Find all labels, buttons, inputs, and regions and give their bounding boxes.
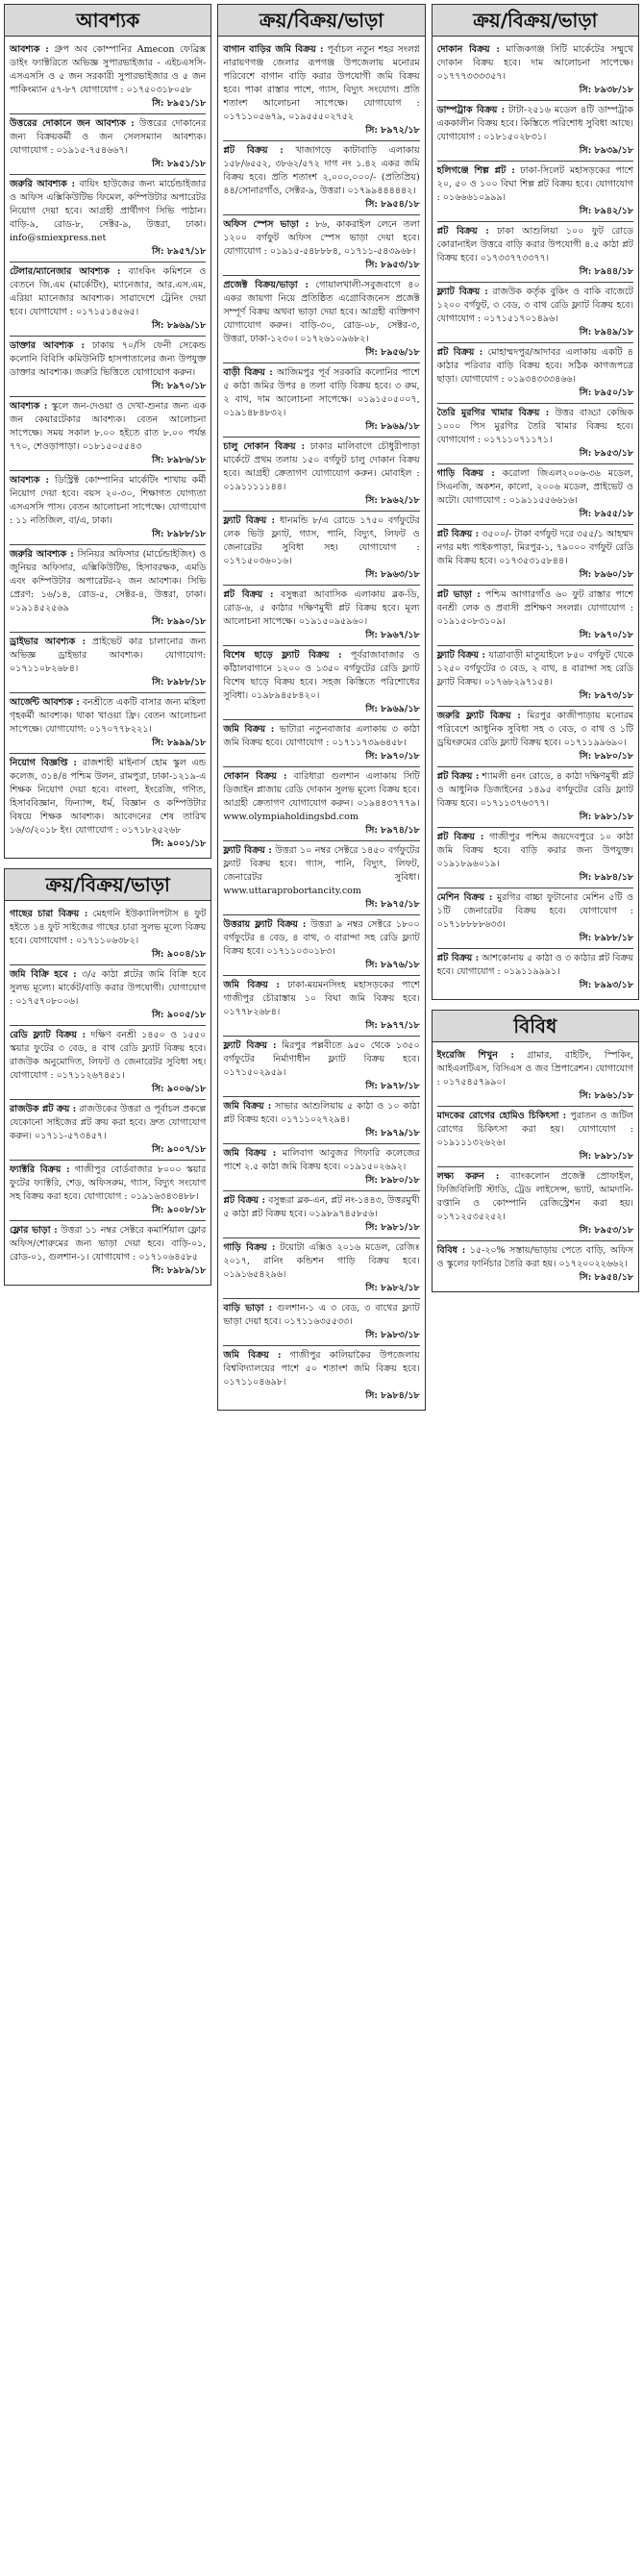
- classified-ad: [10, 1221, 206, 1281]
- ad-code: সি: ৮৯৮১/১৮: [579, 1151, 633, 1162]
- ad-body: রাজউকের উত্তরা ও পূর্বাচল প্রকল্পে যেকোনো সাইজের প্লট ক্রয় করা হবে। দ্রুত যোগাযোগ করুন। ০১৭১১-৫৭৩৪৫৭।: [10, 1104, 207, 1141]
- ad-heading: তৈরি মুরগির খামার বিক্রয় :: [436, 408, 550, 418]
- ad-code: সি: ৮৯৮১/১৮: [579, 812, 633, 822]
- ad-heading: প্লট বিক্রয় :: [223, 589, 274, 600]
- ad-code: সি: ৮৯৬৯/১৮: [365, 704, 420, 714]
- classified-ad: [223, 1097, 419, 1144]
- ad-body: পূর্বরাজাবাজার ও কাঁঠালবাগানে ১২০০ ও ১৩৫০ বর্গফুটের রেডি ফ্ল্যাট বিশেষ ছাড়ে বিক্রয় হবে। সহজ কিস্তিতে পরিশোধের সুবিধা। ০১৯৮৯৪৫৮৪২০।: [223, 650, 420, 701]
- ad-heading: ফ্ল্যাট বিক্রয় :: [223, 515, 275, 526]
- column-2: [217, 4, 425, 2572]
- ad-body: পুরাতন ও জটিল রোগের চিকিৎসা করা হয়। যোগাযোগ : ০১৯১১১৩২৬২৬।: [436, 1111, 633, 1148]
- ad-heading: জরুরি আবশ্যক :: [10, 549, 74, 560]
- classified-ad: [223, 976, 419, 1037]
- ad-code: সি: ৮৯৫৫/১৮: [579, 509, 633, 519]
- ad-heading: অফিস স্পেস ভাড়া :: [223, 219, 309, 230]
- ad-heading: প্লট বিক্রয় :: [436, 226, 489, 237]
- ad-code: সি: ৮৯৬৩/১৮: [365, 569, 420, 580]
- ad-body: গোয়ালখালী-সবুজবাগে ৪০ একর জায়গা নিয়ে প্রতিষ্ঠিত এগ্রোবিজনেস প্রজেক্ট সম্পূর্ণ বিক্রয় অথবা ভাড়া দেয়া হবে। আগ্রহী ব্যক্তিগণ যোগাযোগ করুন। বাড়ি-৩০, রোড-০৮, সেক্টর-৩, উত্তরা, ঢাকা-১২৩০। ০১৭২৬১০৯৬৮২।: [223, 280, 420, 344]
- ad-heading: ডাম্পট্রাক বিক্রয় :: [436, 105, 506, 115]
- ad-body: ঢাকায় ৭০/সি ফেনী সেকেন্ড কলোনি বিবিসি কমিউনিটি হাসপাতালের জন্য উপযুক্ত ডাক্তার আবশ্যক। জরুরি ভিত্তিতে যোগাযোগ করুন।: [10, 340, 207, 378]
- ad-heading: উত্তরের দোকানে জন আবশ্যক :: [10, 118, 135, 129]
- ad-code: সি: ৮৯৫৪/১৮: [579, 1272, 633, 1283]
- ad-body: ঢাকা আশুলিয়া ১০০ ফুট রোডে কোরানাইল উত্তরে বাড়ি করার উপযোগী ৪.৫ কাঠা প্লট বিক্রয় হবে। ০১৭৩৩৭৭৩৩৭৭।: [436, 226, 633, 263]
- ad-heading: টেলার/ম্যানেজার আবশ্যক :: [10, 266, 121, 277]
- ad-code: সি: ৮৯৭৯/১৮: [365, 1128, 420, 1138]
- classified-ad: [437, 283, 633, 343]
- ad-body: মিরপুর কাজীপাড়ায় মনোরম পরিবেশে আধুনিক সুবিধা সহ ৩ বেড, ৩ বাথ ও ১টি ড্রয়িংরুমের রেডি ফ্ল্যাট বিক্রয় হবে। ০১৭১১৯৯৬৯০।: [436, 711, 633, 748]
- ad-code: সি: ৮৯৯০/১৮: [152, 616, 207, 627]
- ad-heading: প্লট বিক্রয় :: [436, 347, 483, 358]
- ad-heading: জমি বিক্রয় :: [223, 980, 280, 990]
- ad-code: সি: ৮৯৭৫/১৮: [365, 899, 420, 910]
- classified-ad: [10, 545, 206, 633]
- ad-code: সি: ৮৯৫৩/১৮: [365, 260, 420, 270]
- ad-code: সি: ৮৯৪৯/১৮: [579, 327, 633, 338]
- classified-section: [217, 4, 425, 1411]
- ad-body: উত্তরা ৯ নম্বর সেক্টরে ১৮০০ বর্গফুটের ৪ বেড, ৪ বাথ, ৩ বারান্দা সহ রেডি ফ্ল্যাট বিক্রয় হবে। ০১৭১১০৩০১৮৩।: [223, 919, 420, 957]
- ad-heading: আবশ্যক :: [10, 401, 48, 412]
- ad-body: ব্যাংকিং কমিশনে ও বেতনে জি.এম (মার্কেটিং), ম্যানেজার, আর.এস.এম, এরিয়া ম্যানেজার আবশ্যক। সাৱাদেশে ট্রেনিং দেয়া হবে। যোগাযোগ : ০১৭১৫১৪৫৬৫।: [10, 266, 207, 317]
- ad-heading: চালু দোকান বিক্রয় :: [223, 441, 306, 452]
- ad-body: পূর্বাচল নতুন শহর সংলগ্ন নারায়ণগঞ্জ জেলার রূপগঞ্জ উপজেলায় মনোরম পরিবেশে বাগান বাড়ি করার উপযোগী জমি বিক্রয় হবে। পাকা রাস্তার পাশে, গ্যাস, বিদ্যুৎ সংযোগ। প্রতি শতাংশ আলোচনা সাপেক্ষে। যোগাযোগ : ০১৭১১০৫৬৭৯, ০১৯৫৫৫০২৭৫২: [223, 44, 420, 122]
- ad-heading: লক্ষ্য করুন :: [436, 1171, 500, 1182]
- ad-heading: ফ্যাক্টরি বিক্রয় :: [10, 1164, 70, 1175]
- ad-body: ৩/৫ কাঠা প্লটের জমি বিক্রি হবে সুলভ মূল্যে। মার্কেট/বাড়ি করার উপযোগী। যোগাযোগ : ০১৭৫৭০৮০০৬।: [10, 969, 207, 1007]
- classified-ad: [437, 525, 633, 586]
- ad-heading: প্লট বিক্রয় :: [436, 771, 480, 782]
- ad-heading: দোকান বিক্রয় :: [223, 771, 287, 782]
- classified-ad: [437, 1167, 633, 1241]
- classified-ad: [223, 1346, 419, 1406]
- ad-body: গাজীপুর পশ্চিম জয়দেবপুরে ১০ কাঠা জমি বিক্রয় হবে। বাড়ি করার জন্য উপযুক্ত। ০১৯১৮৯৬০১৯।: [436, 832, 633, 869]
- ad-body: আশকোনায় ৫ কাঠা ও ৩ কাঠার প্লট বিক্রয় হবে। যোগাযোগ : ০১৯১১৯৯৯১।: [436, 953, 633, 977]
- classified-ad: [10, 175, 206, 263]
- section-title: ক্রয়/বিক্রয়/ভাড়া: [5, 869, 210, 901]
- ad-code: সি: ৮৯৯৯/১৮: [152, 738, 207, 748]
- ad-heading: জমি বিক্রি হবে :: [10, 969, 77, 980]
- classified-ad: [437, 888, 633, 949]
- ad-list: [433, 1042, 638, 1291]
- classified-section: [4, 4, 211, 859]
- ad-code: সি: ৯০০৭/১৮: [152, 1144, 207, 1155]
- ad-body: গাজীপুর বোর্ডবাজার ৮০০০ স্কয়ার ফুটের ফ্যাক্টরি, শেড, অফিসরুম, গ্যাস, বিদ্যুৎ সংযোগ সহ বিক্রয় করা হবে। যোগাযোগ : ০১৯১৬৩৪৩৪৮৮।: [10, 1164, 207, 1202]
- ad-code: সি: ৮৯৭০/১৮: [365, 751, 420, 762]
- ad-code: সি: ৮৯৭৩/১৮: [579, 690, 633, 701]
- ad-heading: আবশ্যক :: [10, 44, 49, 55]
- ad-code: সি: ৮৯৩৯/১৮: [579, 145, 633, 156]
- classified-ad: [223, 586, 419, 646]
- ad-body: ঢাকা-ময়মনসিংহ মহাসড়কের পাশে গাজীপুর চৌরাস্তায় ১০ বিঘা জমি বিক্রয় হবে। ০১৭৭৮২৬৮৪।: [223, 980, 420, 1017]
- ad-body: ভাটারা নতুনবাজার এলাকায় ৩ কাঠা জমি বিক্রয় হবে। যোগাযোগ : ০১৭১১৭৩৯৬৪৫৮।: [223, 724, 420, 748]
- ad-heading: প্লট বিক্রয় :: [223, 145, 284, 156]
- ad-code: সি: ৮৯৩৮/১৮: [579, 85, 633, 95]
- ad-body: ব্যাংকলোন প্রজেক্ট প্রোফাইল, ফিজিবিলিটি স্টাডি, ট্রেড লাইসেন্স, ভ্যাট, আমদানি-রপ্তানি ও কোম্পানি রেজিস্ট্রেশন করা হয়। ০১৭১২৫৩৫২৫২।: [436, 1171, 633, 1222]
- ad-code: সি: ৮৯৯৩/১৮: [579, 980, 633, 990]
- ad-heading: ফ্ল্যাট বিক্রয় :: [223, 845, 272, 856]
- ad-heading: নিয়োগ বিজ্ঞপ্তি :: [10, 758, 77, 768]
- ad-heading: বিশেষ ছাড়ে ফ্ল্যাট বিক্রয় :: [223, 650, 342, 661]
- ad-body: করোলা জিএল২০০৬-৩৬ মডেল, সিএনজি, অকশন, কালো, ২০০৬ মডেল, প্রাইভেট ও অটো। যোগাযোগ : ০১৯১১৫৫৬৬১৬।: [436, 468, 633, 506]
- ad-body: দক্ষিণ বনশ্রী ১৪৫০ ও ১৫৫০ স্কয়ার ফুটের ৩ বেড, ৪ বাথ রেডি ফ্ল্যাট বিক্রয় হবে। রাজউক অনুমোদিত, লিফট ও জেনারেটর সুবিধা সহ। যোগাযোগ : ০১৭১১২৬৭৪৫১।: [10, 1030, 207, 1081]
- classified-ad: [223, 767, 419, 841]
- ad-body: সাভার আশুলিয়ায় ৫ কাঠা ও ১০ কাঠা প্লট বিক্রয় হবে। ০১৭১১০২৭২৯৪।: [223, 1101, 420, 1125]
- ad-body: টয়োটা এক্সিও ২০১৬ মডেল, রেজিঃ ২০১৭, রানিং কন্ডিশন গাড়ি বিক্রয় হবে। ০১৯১৬৫৪২৯৬।: [223, 1242, 420, 1280]
- ad-body: গ্রামার, রাইটিং, স্পিকিং, আইএলটিএস, বিসিএস ও জব প্রিপারেশন। যোগাযোগ : ০১৭৫৪৫৭৯৯০।: [436, 1050, 633, 1088]
- ad-code: সি: ৮৯৬১/১৮: [579, 1090, 633, 1101]
- ad-body: উত্তর বাড্ডা কেন্দ্রিক ১০০০ পিস মুরগির তৈরি খামার বিক্রয় হবে। যোগাযোগ : ০১৭১১০৭১১৭১।: [436, 408, 633, 445]
- ad-heading: বাড়ি ভাড়া :: [223, 1303, 273, 1313]
- classified-ad: [10, 114, 206, 175]
- ad-body: ডিস্ট্রিক্ট কোম্পানির মার্কেটিং শাখায় কর্মী নিয়োগ দেয়া হবে। বয়স ২০-৩০, শিক্ষাগত যোগ্যতা এসএসসি পাস। বেতন আলোচনা সাপেক্ষে। যোগাযোগ : ১১ নতিজিল, বা/এ, ঢাকা।: [10, 475, 207, 526]
- ad-code: সি: ৮৯৫১/১৮: [152, 159, 207, 169]
- ad-body: গাজীপুর কালিয়াকৈর উপজেলায় বিশ্ববিদ্যালয়ের পাশে ৫০ শতাংশ জমি বিক্রয় হবে। ০১৭১১০৪৬৯৮।: [223, 1350, 420, 1388]
- ad-body: সিনিয়র অফিসার (মার্চেন্ডাইজিং) ও জুনিয়র অফিসার, এক্সিকিউটিভ, হিসাবরক্ষক, এমডি এবং কম্পিউটার অপারেটর-২ জন আবশ্যক। সিভি প্রেরণ: ১৬/১৪, রোড-৫, সেক্টর-৪, উত্তরা, ঢাকা। ০১৯১৪৫২৫৬৯: [10, 549, 207, 613]
- classified-ad: [10, 40, 206, 114]
- classified-ad: [223, 915, 419, 976]
- ad-heading: প্লট বিক্রয় :: [436, 832, 484, 842]
- ad-body: পশ্চিম আগারগাঁও ৬০ ফুট রাস্তার পাশে বনশ্রী লেক ও প্রবাসী প্রশিক্ষণ সংলগ্ন। যোগাযোগ : ০১৯১৫০৮৩১০৯।: [436, 589, 633, 627]
- ad-code: সি: ৮৯৪৪/১৮: [579, 266, 633, 277]
- classified-ad: [223, 276, 419, 363]
- ad-heading: ফ্ল্যাট বিক্রয় :: [223, 1040, 277, 1051]
- classified-ad: [223, 438, 419, 512]
- classified-ad: [10, 754, 206, 854]
- classified-ad: [10, 471, 206, 545]
- classified-ad: [223, 646, 419, 720]
- classified-ad: [223, 141, 419, 215]
- ad-code: সি: ৮৯৭০/১৮: [579, 630, 633, 640]
- ad-heading: গাড়ি বিক্রয় :: [436, 468, 495, 479]
- ad-code: সি: ৮৯৫৬/১৮: [365, 347, 420, 358]
- ad-body: বসুন্ধরা ব্লক-এন, প্লট নং-১৪৪৩, উত্তরমুখী ৫ কাঠা প্লট বিক্রয় হবে। ০১৯৮৯৭৪৫৮৫৬।: [223, 1195, 420, 1219]
- ad-body: প্রাইভেট কার চালানোর জন্য অভিজ্ঞ ড্রাইভার আবশ্যক। যোগাযোগ: ০১৭১১০৮২৬৮৪।: [10, 637, 207, 674]
- classified-ad: [437, 343, 633, 404]
- ad-body: বসুন্ধরা আবাসিক এলাকায় ব্লক-ডি, রোড-৬, ৫ কাঠার দক্ষিণমুখী প্লট বিক্রয় হবে। মূল্য আলোচনা সাপেক্ষে। ০১৯১৫০৯৫৯৬০।: [223, 589, 420, 627]
- ad-body: ধানমন্ডি ৮/এ রোডে ১৭৫০ বর্গফুটের লেক ভিউ ফ্ল্যাট, গ্যাস, পানি, বিদ্যুৎ, লিফট ও জেনারেটর সুবিধা সহ। যোগাযোগ : ০১৭১৫০৩৬০১৬।: [223, 515, 420, 566]
- ad-heading: প্লট ভাড়া :: [436, 589, 481, 600]
- ad-heading: জমি বিক্রয় :: [223, 1350, 282, 1361]
- ad-code: সি: ৮৯৫৪/১৮: [365, 199, 420, 210]
- ad-body: উত্তরের দোকানের জন্য বিক্রয়কর্মী ও জন সেলসম্যান আবশ্যক। যোগাযোগ : ০১৯১৫-৭৫৪৬৬৭।: [10, 118, 207, 156]
- section-title: বিবিধ: [433, 1011, 638, 1042]
- ad-heading: মেশিন বিক্রয় :: [436, 892, 493, 903]
- ad-body: বায়িং হাউজের জন্য মার্চেন্ডাইজার ও অফিস এক্সিকিউটিভ ফিমেল, কম্পিউটার অপারেটর নিয়োগ দেয়া হবে। আগ্রহী প্রার্থীগণ সিভি পাঠান। বাড়ি-৯, রোড-৮, সেক্টর-৯, উত্তরা, ঢাকা। info@smiexpress.net: [10, 179, 207, 243]
- ad-heading: ফ্লোর ভাড়া :: [10, 1225, 58, 1236]
- ad-code: সি: ৮৯৮৮/১৮: [152, 677, 207, 688]
- ad-list: [5, 901, 210, 1285]
- ad-heading: বিবিধ :: [436, 1245, 466, 1256]
- classified-ad: [437, 40, 633, 101]
- ad-list: [5, 37, 210, 858]
- ad-body: খাজাগড়ে কাটাবাড়ি এলাকায় ১৫৮/৬৫৫২, ৩৮৬২/৫৭২ দাগ নং ১.৪২ একর জমি বিক্রয় হবে। প্রতি শতাংশ ২,০০০,০০০/- (প্রতিপ্রিয়) ৪৪/সোনারগাঁও, সেক্টর-৯, উত্তরা। ০১৭৯৯৪৪৪৪৪২।: [223, 145, 420, 196]
- section-title: আবশ্যক: [5, 5, 210, 37]
- classified-ad: [223, 363, 419, 438]
- ad-body: মিরপুর পল্লবীতে ৯৫০ থেকে ১৩৫০ বর্গফুটের নির্মাণাধীন ফ্ল্যাট বিক্রয় হবে। ০১৭১৫০২৯৫৯।: [223, 1040, 420, 1078]
- ad-code: সি: ৮৯৭০/১৮: [152, 381, 207, 391]
- ad-heading: ইংরেজি শিখুন :: [436, 1050, 514, 1061]
- classified-ad: [437, 1241, 633, 1288]
- classified-ad: [223, 512, 419, 586]
- ad-heading: মাদকের রোগের হোমিও চিকিৎসা :: [436, 1111, 567, 1121]
- ad-body: মেহগনি ইউক্যালিপটাস ৪ ফুট হইতে ১৪ ফুট সাইজের গাছের চারা সুলভ মূল্যে বিক্রয় হবে। যোগাযোগ : ০১৭১১০৬৩৮২।: [10, 909, 207, 946]
- ad-body: শ্যামলী ৪নং রোডে, ৪ কাঠা দক্ষিণমুখী প্লট ও আধুনিক ডিজাইনের ১৪৯৫ বর্গফুটের রেডি ফ্ল্যাট বিক্রয় হবে। ০১৭১১৩৭৬৩৭৭।: [436, 771, 633, 809]
- ad-code: সি: ৮৯৮০/১৮: [579, 751, 633, 762]
- ad-code: সি: ৮৯৮৮/১৮: [152, 529, 207, 539]
- classified-ad: [437, 586, 633, 646]
- classified-section: [432, 1010, 639, 1292]
- classified-ad: [223, 1299, 419, 1346]
- classified-section: [432, 4, 639, 1000]
- classified-ad: [437, 1107, 633, 1167]
- classified-ad: [437, 404, 633, 464]
- ad-code: সি: ৮৯৮৯/১৮: [152, 1265, 207, 1276]
- classified-ad: [437, 162, 633, 222]
- ad-code: সি: ৯০০৫/১৮: [152, 1010, 207, 1020]
- section-title: ক্রয়/বিক্রয়/ভাড়া: [433, 5, 638, 37]
- ad-heading: জমি বিক্রয় :: [223, 1148, 277, 1159]
- ad-heading: জমি বিক্রয় :: [223, 1101, 272, 1112]
- classified-ad: [223, 720, 419, 767]
- classified-ad: [10, 1100, 206, 1161]
- ad-heading: আবশ্যক :: [10, 475, 50, 486]
- ad-heading: গাড়ি বিক্রয় :: [223, 1242, 276, 1253]
- classified-section: [4, 868, 211, 1286]
- ad-body: ৩৫০০/- টাকা বর্গফুট দরে ৩৫৫/১ আহম্মদ নগর মধ্য পাইকপাড়া, মিরপুর-১, ৭৯০০০ বর্গফুট রেডি জমি বিক্রয় হবে। ০১৭৩৫৩১৫৮৪৪।: [436, 529, 633, 566]
- classified-ad: [10, 633, 206, 693]
- ad-heading: রেডি ফ্ল্যাট বিক্রয় :: [10, 1030, 87, 1040]
- ad-code: সি: ৮৯৭৪/১৮: [365, 825, 420, 836]
- ad-body: মোহাম্মদপুর/আদাবর এলাকায় একটি ৪ কাঠার পরিবার বাড়ি বিক্রয় হবে। সঠিক কাগজপত্রে ছাড়া। যোগাযোগ : ০১৯৩৪৩৩৩৪৬৬।: [436, 347, 633, 385]
- ad-body: স্কুলে জন-দেওয়া ও দেখা-শুনার জন্য এক জন কেয়ারটেকার আবশ্যক। বেতন আলোচনা সাপেক্ষে। সময় সকাল ৮.০০ হইতে রাত ৮.০০ পর্যন্ত ৭৭০, শেওড়াপাড়া। ০১৮১৫০৫৫৪৩: [10, 401, 207, 452]
- classified-ad: [437, 222, 633, 283]
- ad-body: মাজিকগঞ্জ সিটি মার্কেটের সম্মুখে দোকান বিক্রয় হবে। দাম আলোচনা সাপেক্ষে। ০১৭৭৭৩৩৩৩৫৭।: [436, 44, 633, 82]
- ad-code: সি: ৮৯৪২/১৮: [579, 206, 633, 216]
- ad-code: সি: ৮৯৮১/১৮: [365, 1222, 420, 1233]
- ad-code: সি: ৮৯৬২/১৮: [365, 495, 420, 506]
- ad-code: সি: ৮৯৫০/১৮: [579, 388, 633, 398]
- classified-ad: [10, 1161, 206, 1221]
- ad-body: আজিমপুর পূর্ব সরকারি কলোনির পাশে ৫ কাঠা জমির উপর ৪ তলা বাড়ি বিক্রয় হবে। ৩ রুম, ২ বাথ, দাম আলোচনা সাপেক্ষে। ০১৯১৫০৫০০৭, ০১৯১৪৮৪৮৩২।: [223, 367, 420, 418]
- ad-heading: উত্তরায় ফ্ল্যাট বিক্রয় :: [223, 919, 307, 930]
- ad-heading: প্রজেক্ট বিক্রয়/ভাড়া :: [223, 280, 309, 290]
- ad-code: সি: ৯০০৪/১৮: [152, 949, 207, 960]
- ad-heading: গাছের চারা বিক্রয় :: [10, 909, 88, 919]
- ad-code: সি: ৮৯৮০/১৮: [365, 1175, 420, 1186]
- classified-ad: [437, 1046, 633, 1107]
- ad-heading: বাগান বাড়ির জমি বিক্রয় :: [223, 44, 324, 55]
- ad-body: উত্তরা ১০ নম্বর সেক্টরে ১৪৫০ বর্গফুটের ফ্ল্যাট বিক্রয় হবে। গ্যাস, পানি, বিদ্যুৎ, লিফট, জেনারেটর সুবিধা। www.uttaraprobortancity.com: [223, 845, 420, 896]
- ad-heading: প্লট বিক্রয় :: [223, 1195, 265, 1206]
- ad-code: সি: ৮৯৮২/১৮: [365, 1283, 420, 1293]
- classified-ad: [10, 693, 206, 754]
- ad-body: গুলশান-১ এ ৩ বেড, ৩ বাথের ফ্ল্যাট ভাড়া দেয়া হবে। ০১৭১১৬৩৫৫৩৩।: [223, 1303, 420, 1327]
- ad-body: ঢাকা-সিলেট মহাসড়কের পাশে ২০, ৫০ ও ১০০ বিঘা শিল্প প্লট বিক্রয় হবে। যোগাযোগ : ০১৬৬৬১০৯৯৯।: [436, 165, 633, 203]
- ad-code: সি: ৮৯৭৮/১৮: [365, 1081, 420, 1091]
- ad-code: সি: ৮৯৮৪/১৮: [365, 1390, 420, 1401]
- classified-ad: [223, 1037, 419, 1097]
- classified-ad: [437, 767, 633, 828]
- ad-code: সি: ৮৯৬০/১৮: [579, 569, 633, 580]
- ad-code: সি: ৮৯৫৩/১৮: [579, 1225, 633, 1236]
- ad-body: ৮৬, কাকরাইল লেনে তলা ১২০০ বর্গফুট অফিস স্পেস ভাড়া দেয়া হবে। যোগাযোগ : ০১৯১৫-৫৪৮৮৮৪, ০১৭১১-৫৪৩৯৬৮।: [223, 219, 420, 257]
- ad-code: সি: ৮৯৭২/১৮: [365, 125, 420, 136]
- classified-ad: [10, 397, 206, 471]
- ad-list: [433, 37, 638, 999]
- ad-body: রাজউক কর্তৃক বুকিং ও বাকি বাজেটে ১২০০ বর্গফুট, ৩ বেড, ৩ বাথ রেডি ফ্ল্যাট বিক্রয় হবে। যোগাযোগ : ০১৭১৫১৭০১৪৯৬।: [436, 287, 633, 324]
- ad-code: সি: ৮৯৮৮/১৮: [579, 933, 633, 943]
- ad-heading: প্লট বিক্রয় :: [436, 953, 480, 963]
- ad-heading: দোকান বিক্রয় :: [436, 44, 500, 55]
- ad-heading: জরুরি আবশ্যক :: [10, 179, 75, 189]
- ad-heading: আর্জেন্ট আবশ্যক :: [10, 697, 80, 708]
- classified-ad: [10, 965, 206, 1026]
- ad-code: সি: ৮৯৮৪/১৮: [579, 872, 633, 883]
- ad-body: ১৫-২০% সস্তায়/ভাড়ায় পেতে বাড়ি, অফিস ও স্কুলের ফার্নিচার তৈরি করা হয়। ০১৭২০০২২৬৬২।: [436, 1245, 633, 1269]
- classified-ad: [437, 101, 633, 162]
- ad-body: রাজশাহী মাইনার্স হোম স্কুল এন্ড কলেজ, ৩১৪/৪ পশ্চিম উলন, রামপুরা, ঢাকা-১২১৯-এ শিক্ষক নিয়োগ দেয়া হবে। বাংলা, ইংরেজি, গণিত, হিসাববিজ্ঞান, ফিন্যান্স, ধর্ম, বিজ্ঞান ও কম্পিউটার বিষয়ে শিক্ষক আবশ্যক। আবেদনের শেষ তারিখ ১৬/৩/২০১৮ ইং। যোগাযোগ : ০১৭১৮২৫২৬৮: [10, 758, 207, 836]
- ad-code: সি: ৮৯৬৭/১৮: [365, 630, 420, 640]
- ad-code: সি: ৮৯৭৭/১৮: [365, 1020, 420, 1031]
- ad-body: বনশ্রীতে একটি বাসার জন্য মহিলা গৃহকর্মী আবশ্যক। থাকা খাওয়া ফ্রি। বেতন আলোচনা সাপেক্ষে। যোগাযোগ: ০১৭০৭৭৮২২১।: [10, 697, 207, 735]
- ad-code: সি: ৮৯৫৭/১৮: [152, 246, 207, 257]
- column-1: [4, 4, 211, 2572]
- ad-code: সি: ৯০০৮/১৮: [152, 1205, 207, 1215]
- ad-body: যাত্রাবাড়ী মাতুয়াইলে ৮৫০ বর্গফুট থেকে ১২৫০ বর্গফুটের ৩ বেড, ২ বাথ, ৪ বারান্দা সহ রেডি ফ্ল্যাট বিক্রয়। ০১৭৬৮২৯৭১৫৪।: [436, 650, 633, 688]
- ad-code: সি: ৮৯৬৯/১৮: [152, 320, 207, 331]
- classified-ad: [223, 1144, 419, 1191]
- ad-code: সি: ৮৯৫৩/১৮: [579, 448, 633, 459]
- ad-code: সি: ৮৯৫১/১৮: [152, 98, 207, 109]
- ad-body: মালিবাগ আবুজর গিফারি কলেজের পাশে ২.৫ কাঠা জমি বিক্রয় হবে। ০১৯১৫০২৬৯২।: [223, 1148, 420, 1172]
- ad-body: বারিধারা গুলশান এলাকায় সিটি ডিজাইন প্লাজায় রেডি দোকান সুলভ মূল্যে বিক্রয় হবে। আগ্রহী ক্রেতাগণ যোগাযোগ করুন। ০১৯৪৪৩৭৭৭৯। www.olympiaholdingsbd.com: [223, 771, 420, 822]
- ad-heading: জরুরি ফ্ল্যাট বিক্রয় :: [436, 711, 521, 721]
- ad-heading: প্লট বিক্রয় :: [436, 529, 480, 539]
- classified-ad: [223, 1191, 419, 1238]
- ad-heading: ফ্ল্যাট বিক্রয় :: [436, 650, 486, 661]
- classified-ad: [437, 464, 633, 525]
- ad-heading: রাজউক প্লট ক্রয় :: [10, 1104, 77, 1114]
- ad-heading: ডাক্তার আবশ্যক :: [10, 340, 86, 351]
- ad-heading: জমি বিক্রয় :: [223, 724, 275, 735]
- classified-ad: [223, 215, 419, 276]
- column-3: [432, 4, 639, 2572]
- ad-heading: বাড়ী বিক্রয় :: [223, 367, 273, 378]
- classified-ad: [223, 40, 419, 141]
- ad-code: সি: ৯০০৬/১৮: [152, 1084, 207, 1094]
- ad-heading: ড্রাইভার আবশ্যক :: [10, 637, 87, 647]
- classified-ad: [10, 337, 206, 397]
- classified-ad: [10, 263, 206, 337]
- classified-ad: [437, 707, 633, 767]
- classified-ad: [437, 646, 633, 707]
- ad-code: সি: ৮৯৮৩/১৮: [365, 1330, 420, 1340]
- ad-heading: ফ্ল্যাট বিক্রয় :: [436, 287, 488, 297]
- classified-ad: [223, 1238, 419, 1299]
- ad-code: সি: ৮৯৬৯/১৮: [365, 421, 420, 432]
- ad-code: সি: ৯০০১/১৮: [152, 838, 207, 849]
- ad-heading: হলিগঞ্জে শিল্প প্লট :: [436, 165, 515, 176]
- classified-ad: [437, 949, 633, 995]
- ad-body: মুরগির বাচ্চা ফুটানোর মেশিন ৫টি ও ১টি জেনারেটর বিক্রয় হবে। যোগাযোগ : ০১৭১৮৮৮৮৬৩৩।: [436, 892, 633, 930]
- classified-ad: [223, 841, 419, 915]
- ad-code: সি: ৮৯৮৬/১৮: [152, 455, 207, 465]
- classified-ad: [10, 1026, 206, 1100]
- ad-body: টাটা-২৫১৬ মডেল ৪টি ডাম্পট্রাক এককালীন বিক্রয় হবে। কিস্তিতে পরিশোধ সুবিধা আছে। যোগাযোগ : ০১৮১৫০২৮৩১।: [436, 105, 633, 142]
- ad-body: গ্রুপ অব কোম্পানির Amecon ফেব্রিক্স ডাইং ফ্যাক্টরিতে অভিজ্ঞ সুপারভাইজার - এইচএসসি-এসএসসি ও ৫ জন সরকারী সুপারভাইজার ও ৫ জন পাকিংম্যান ৫৭-৮৭ যোগাযোগ : ০১৭৫০৩১৮০৫৮: [10, 44, 207, 95]
- classified-ad: [437, 828, 633, 888]
- ad-list: [218, 37, 424, 1410]
- section-title: ক্রয়/বিক্রয়/ভাড়া: [218, 5, 424, 37]
- ad-code: সি: ৮৯৭৬/১৮: [365, 960, 420, 970]
- ad-body: ঢাকার মালিবাগে চৌধুরীপাড়া মার্কেটে প্রথম তলায় ১৫০ বর্গফুট চালু দোকান বিক্রয় হবে। আগ্রহী ক্রেতাগণ যোগাযোগ করুন। মোবাইল : ০১৯১১১১১৪৪।: [223, 441, 420, 492]
- classified-ad: [10, 905, 206, 965]
- ad-body: উত্তরা ১১ নম্বর সেক্টরে কমার্শিয়াল ফ্লোর অফিস/শোরুমের জন্য ভাড়া দেয়া হবে। বাড়ি-০১, রোড-০১, গুলশান-১। যোগাযোগ : ০১৭১০৬৪৫৮৫: [10, 1225, 207, 1263]
